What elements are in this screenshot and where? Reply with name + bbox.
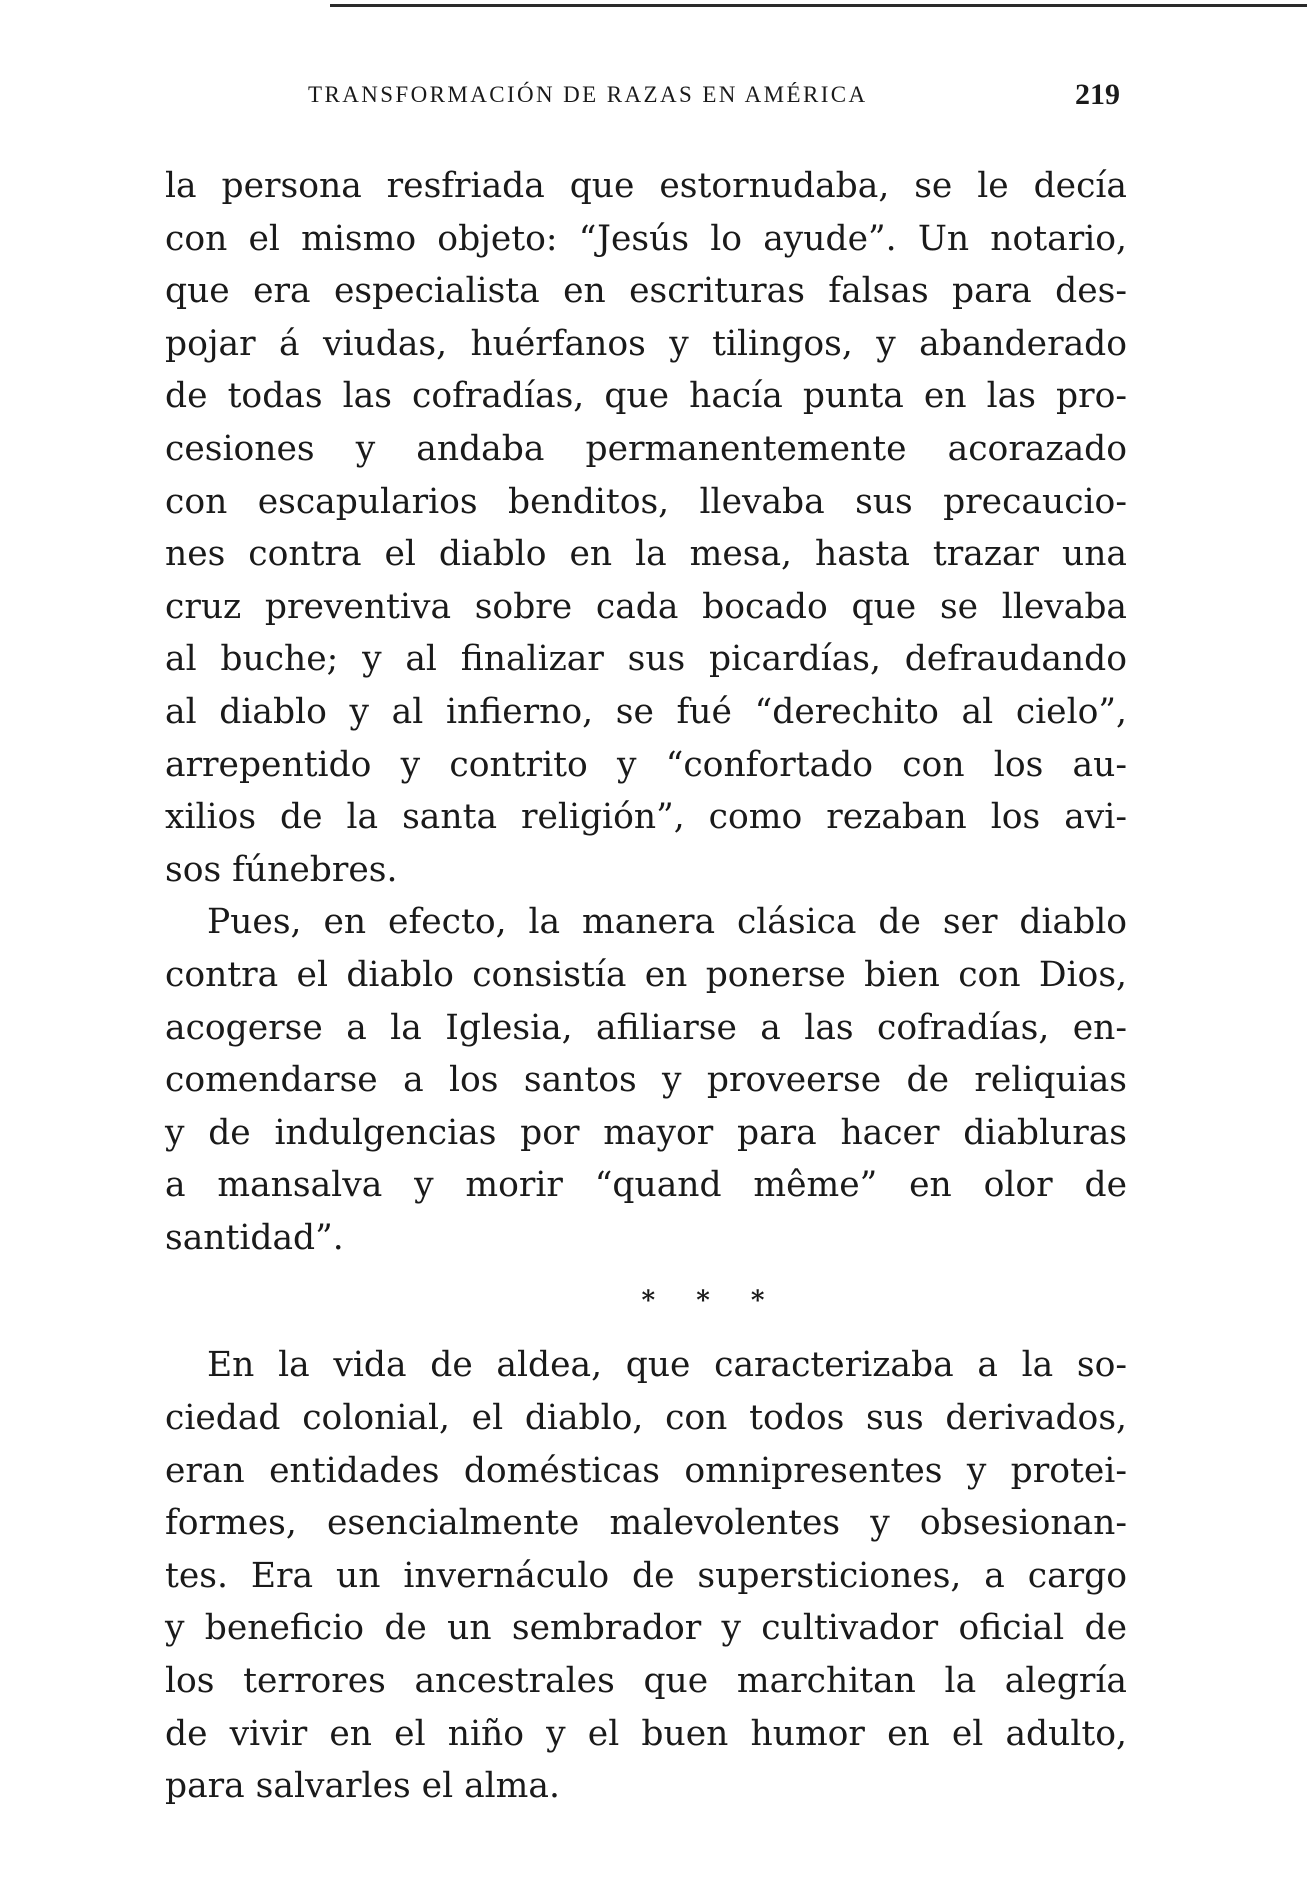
text-line: al diablo y al infierno, se fué “derechito al cielo”, <box>165 691 1127 732</box>
text-line: con el mismo objeto: “Jesús lo ayude”. Un notario, <box>165 218 1127 259</box>
text-line: que era especialista en escrituras falsas para des- <box>165 271 1127 312</box>
text-line: y beneficio de un sembrador y cultivador oficial de <box>165 1608 1127 1649</box>
text-line: los terrores ancestrales que marchitan la alegría <box>165 1661 1127 1702</box>
text-line: En la vida de aldea, que caracterizaba a la so- <box>207 1345 1127 1386</box>
text-line: contra el diablo consistía en ponerse bien con Dios, <box>165 954 1127 995</box>
text-line: Pues, en efecto, la manera clásica de ser diablo <box>207 902 1127 943</box>
text-line: acogerse a la Iglesia, afiliarse a las cofradías, en- <box>165 1007 1127 1048</box>
body-text <box>165 160 1127 1813</box>
text-line: la persona resfriada que estornudaba, se le decía <box>165 166 1127 206</box>
text-line: arrepentido y contrito y “confortado con los au- <box>165 744 1127 785</box>
paragraph-2 <box>165 896 1127 1264</box>
text-line: para salvarles el alma. <box>165 1766 560 1807</box>
top-border-rule <box>330 4 1307 7</box>
text-line: cesiones y andaba permanentemente acorazado <box>165 428 1127 469</box>
text-line: cruz preventiva sobre cada bocado que se llevaba <box>165 586 1127 627</box>
text-line: xilios de la santa religión”, como rezaban los avi- <box>165 797 1127 838</box>
text-line: ciedad colonial, el diablo, con todos sus derivados, <box>165 1398 1127 1439</box>
text-line: sos fúnebres. <box>165 849 398 890</box>
text-line: de vivir en el niño y el buen humor en el adulto, <box>165 1713 1127 1754</box>
text-line: a mansalva y morir “quand même” en olor de <box>165 1165 1127 1206</box>
text-line: comendarse a los santos y proveerse de reliquias <box>165 1060 1127 1101</box>
text-line: al buche; y al finalizar sus picardías, defraudando <box>165 639 1127 680</box>
paragraph-3 <box>165 1339 1127 1812</box>
text-line: pojar á viudas, huérfanos y tilingos, y abanderado <box>165 323 1127 364</box>
page-number: 219 <box>1075 78 1120 111</box>
running-title: TRANSFORMACIÓN DE RAZAS EN AMÉRICA <box>308 82 868 107</box>
text-line: eran entidades domésticas omnipresentes y protei- <box>165 1450 1127 1491</box>
paragraph-1 <box>165 160 1127 896</box>
text-line: con escapularios benditos, llevaba sus precaucio- <box>165 481 1127 522</box>
text-line: y de indulgencias por mayor para hacer diabluras <box>165 1112 1127 1153</box>
running-head <box>300 78 1120 118</box>
text-line: santidad”. <box>165 1217 344 1258</box>
text-line: tes. Era un invernáculo de supersticiones, a cargo <box>165 1555 1127 1596</box>
text-line: de todas las cofradías, que hacía punta en las pro- <box>165 376 1127 417</box>
text-line: formes, esencialmente malevolentes y obsesionan- <box>165 1503 1127 1544</box>
section-break-asterisks: * * * <box>641 1286 781 1317</box>
text-line: nes contra el diablo en la mesa, hasta trazar una <box>165 534 1127 575</box>
